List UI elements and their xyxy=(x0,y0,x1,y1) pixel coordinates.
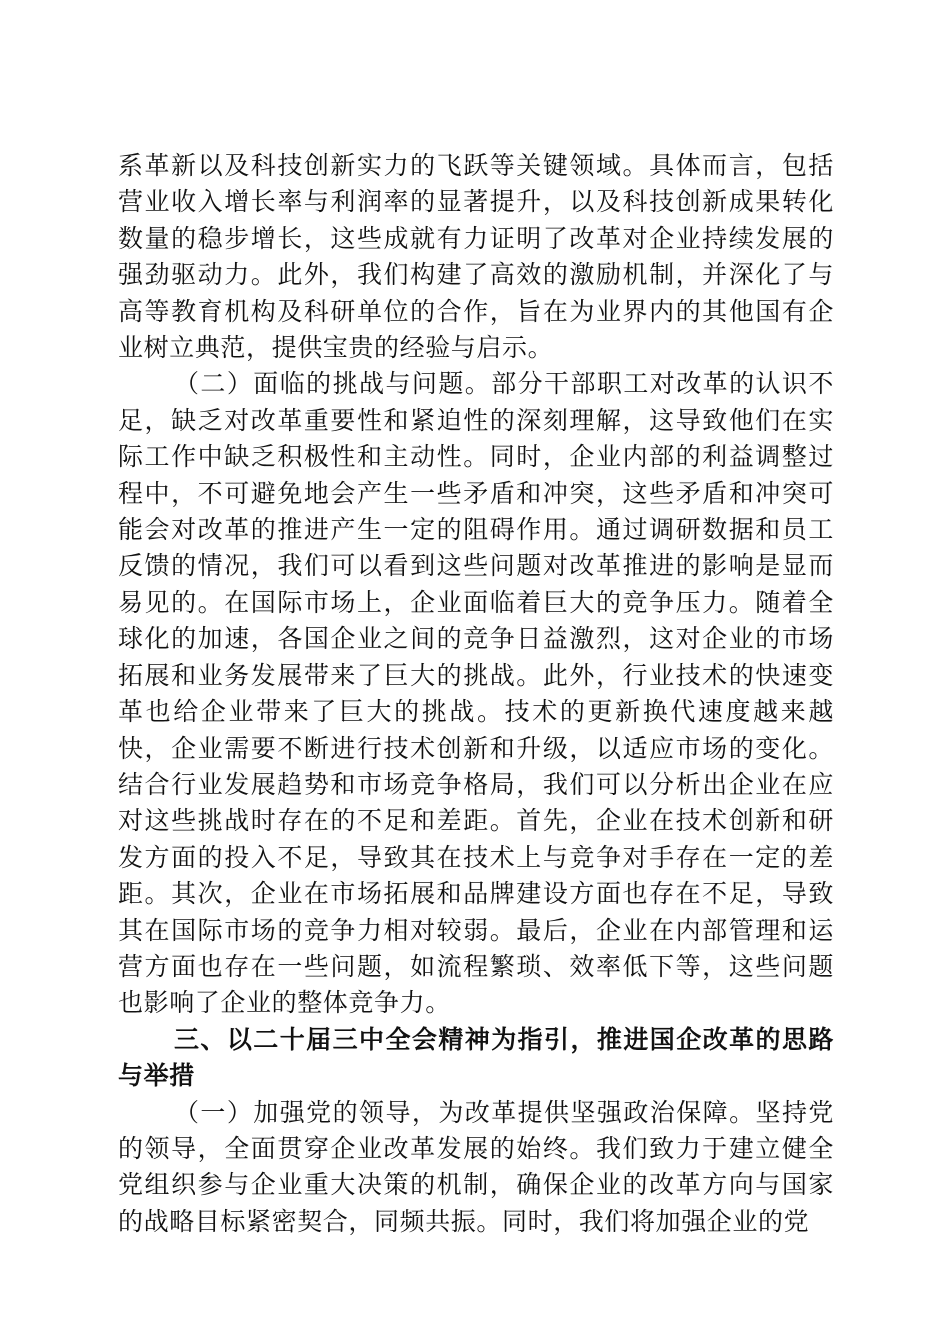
paragraph-challenges: （二）面临的挑战与问题。部分干部职工对改革的认识不足，缺乏对改革重要性和紧迫性的深刻理解，这导致他们在实际工作中缺乏积极性和主动性。同时，企业内部的利益调整过程中，不可避免地会产生一些矛盾和冲突，这些矛盾和冲突可能会对改革的推进产生一定的阻碍作用。通过调研数据和员工反馈的情况，我们可以看到这些问题对改革推进的影响是显而易见的。在国际市场上，企业面临着巨大的竞争压力。随着全球化的加速，各国企业之间的竞争日益激烈，这对企业的市场拓展和业务发展带来了巨大的挑战。此外，行业技术的快速变革也给企业带来了巨大的挑战。技术的更新换代速度越来越快，企业需要不断进行技术创新和升级，以适应市场的变化。结合行业发展趋势和市场竞争格局，我们可以分析出企业在应对这些挑战时存在的不足和差距。首先，企业在技术创新和研发方面的投入不足，导致其在技术上与竞争对手存在一定的差距。其次，企业在市场拓展和品牌建设方面也存在不足，导致其在国际市场的竞争力相对较弱。最后，企业在内部管理和运营方面也存在一些问题，如流程繁琐、效率低下等，这些问题也影响了企业的整体竞争力。 xyxy=(118,369,834,1018)
section-heading: 三、以二十届三中全会精神为指引，推进国企改革的思路与举措 xyxy=(118,1024,834,1091)
paragraph-continuation: 系革新以及科技创新实力的飞跃等关键领域。具体而言，包括营业收入增长率与利润率的显著提升，以及科技创新成果转化数量的稳步增长，这些成就有力证明了改革对企业持续发展的强劲驱动力。此外，我们构建了高效的激励机制，并深化了与高等教育机构及科研单位的合作，旨在为业界内的其他国有企业树立典范，提供宝贵的经验与启示。 xyxy=(118,151,834,363)
document-body xyxy=(118,148,834,1240)
paragraph-party-leadership: （一）加强党的领导，为改革提供坚强政治保障。坚持党的领导，全面贯穿企业改革发展的始终。我们致力于建立健全党组织参与企业重大决策的机制，确保企业的改革方向与国家的战略目标紧密契合，同频共振。同时，我们将加强企业的党 xyxy=(118,1097,834,1236)
